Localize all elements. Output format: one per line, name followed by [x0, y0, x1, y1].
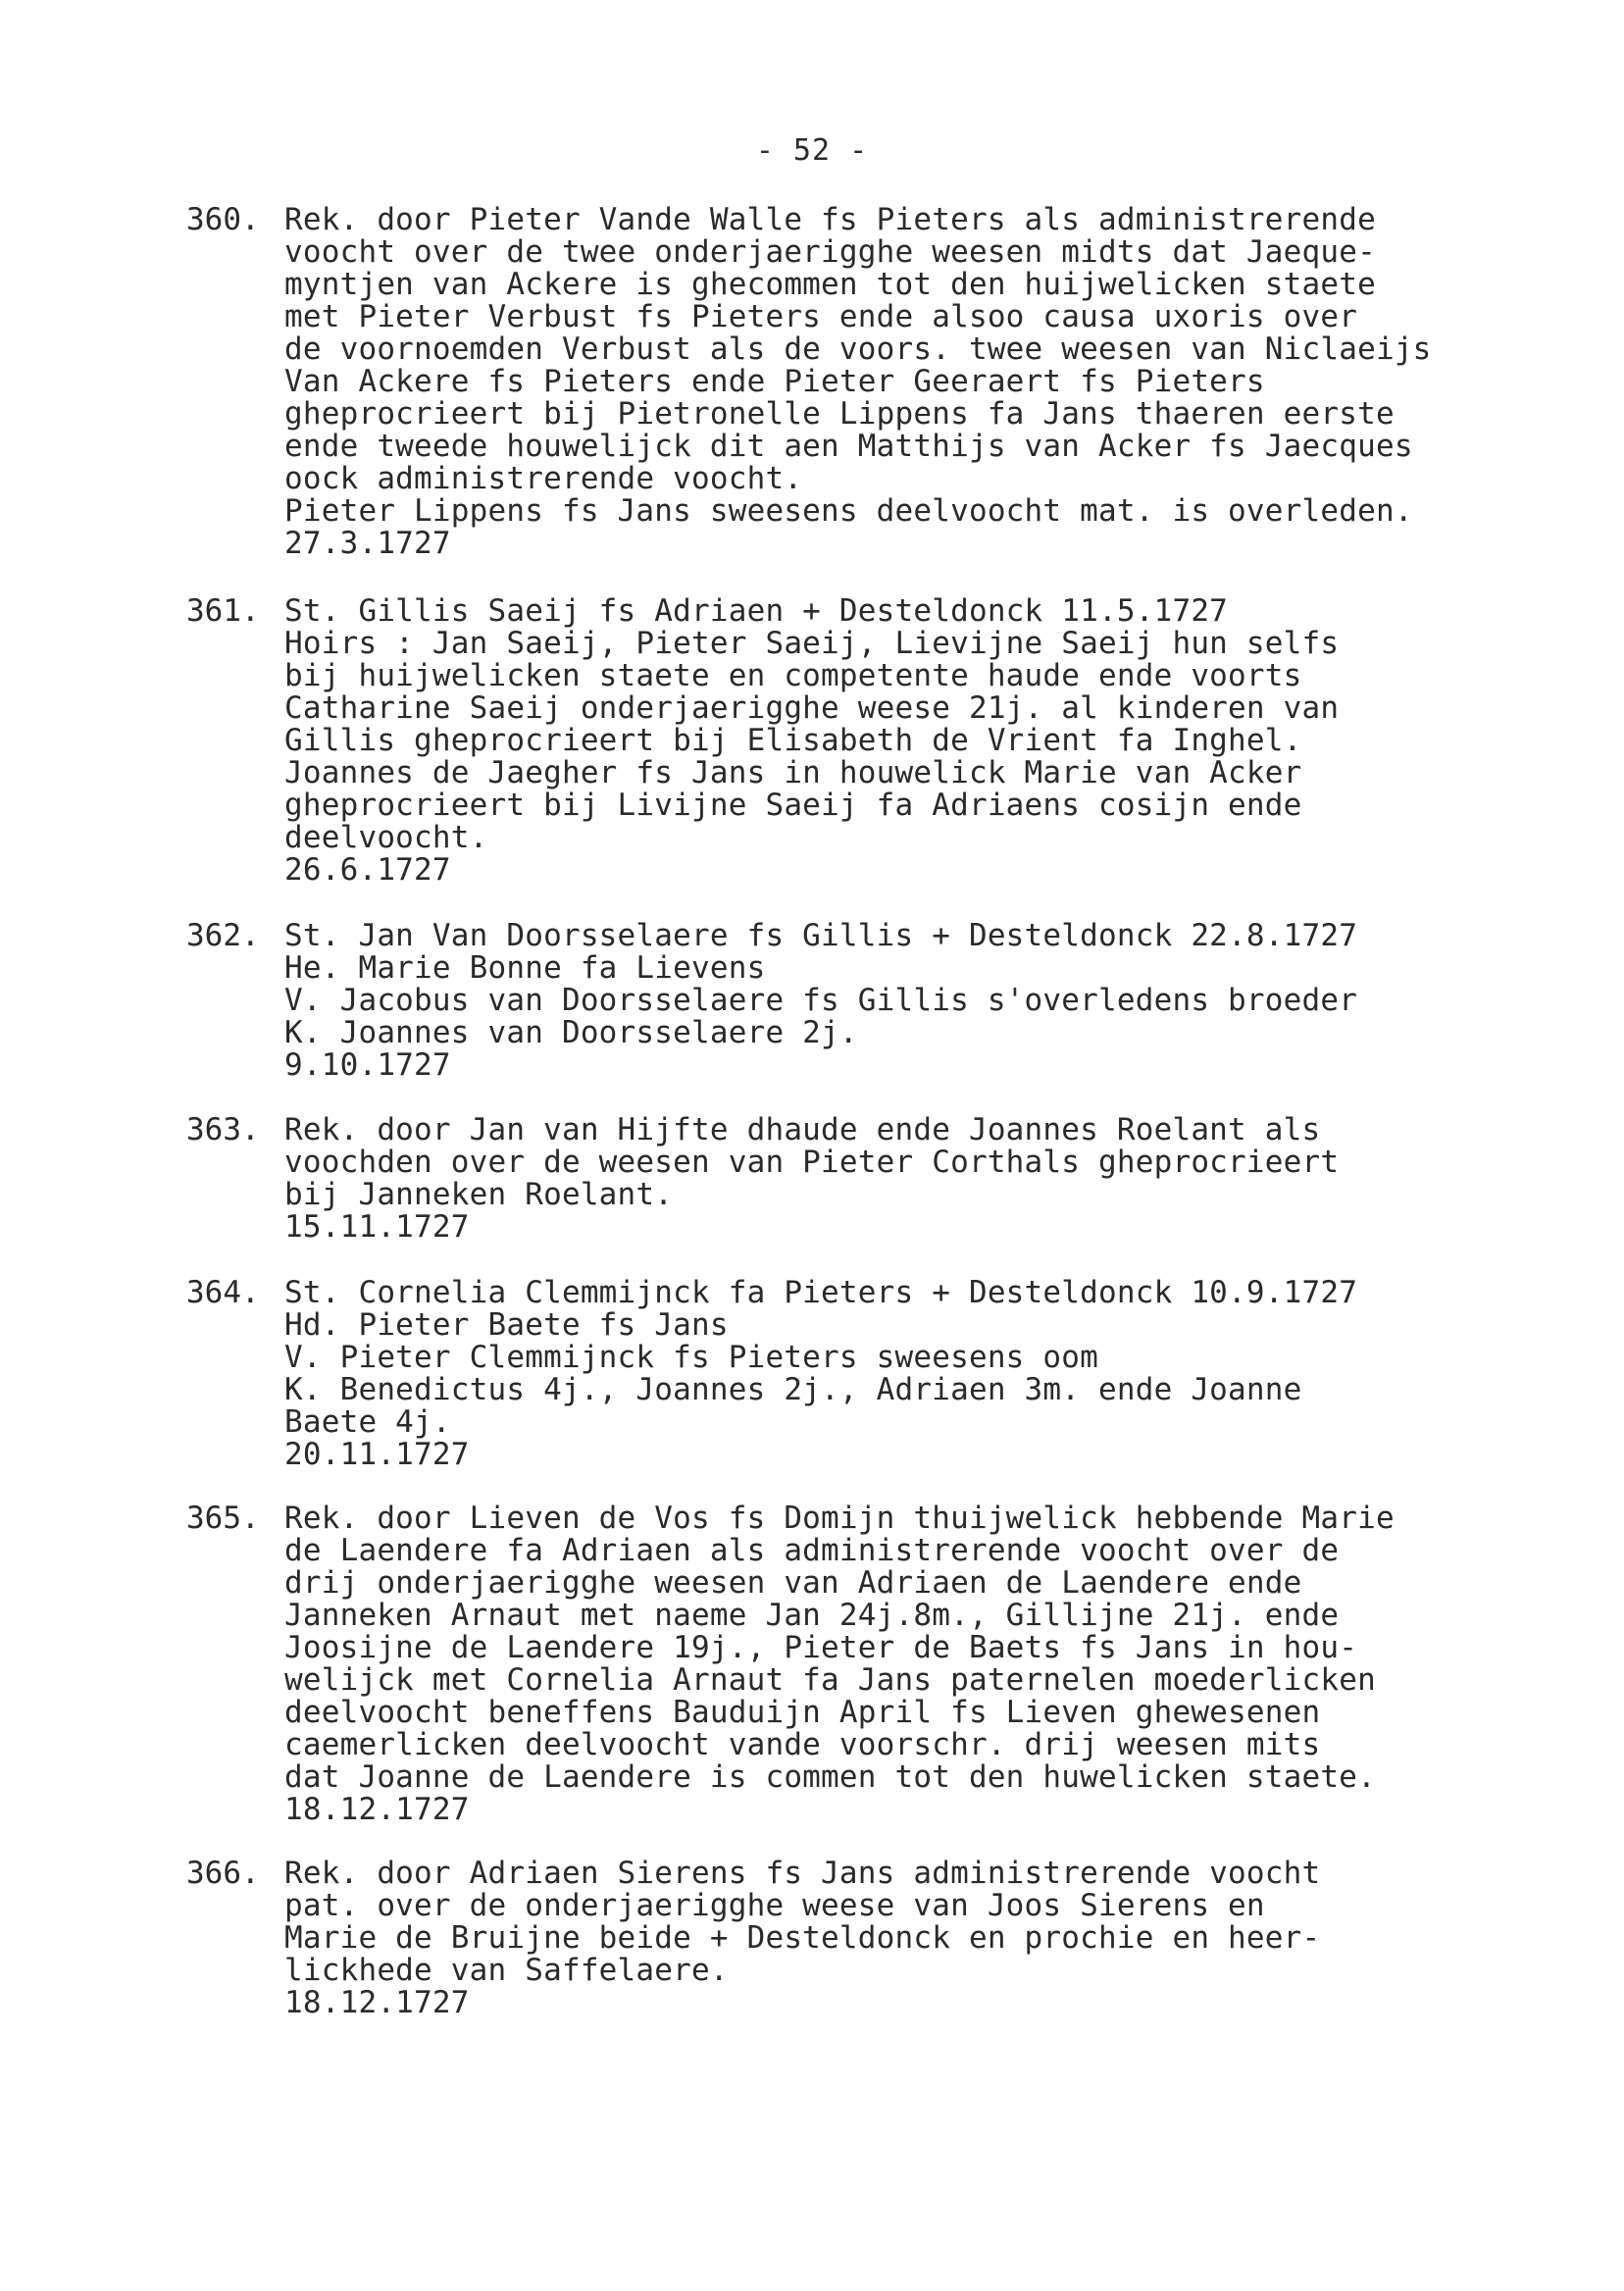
entry-number: 363.: [186, 1112, 260, 1147]
entry-line: myntjen van Ackere is ghecommen tot den huijwelicken staete: [284, 267, 1376, 302]
entry-line: voocht over de twee onderjaerigghe weesen midts dat Jaeque-: [284, 234, 1376, 270]
entry-line: V. Jacobus van Doorsselaere fs Gillis s'overledens broeder: [284, 983, 1358, 1018]
entry-number: 366.: [186, 1856, 260, 1891]
entry-line: Rek. door Pieter Vande Walle fs Pieters als administrerende: [284, 202, 1376, 237]
entry-line: Van Ackere fs Pieters ende Pieter Geeraert fs Pieters: [284, 364, 1265, 399]
entry-date: 27.3.1727: [284, 526, 451, 561]
entry-line: gheprocrieert bij Pietronelle Lippens fa Jans thaeren eerste: [284, 396, 1395, 432]
entry-number: 360.: [186, 202, 260, 237]
entry-line: bij Janneken Roelant.: [284, 1177, 674, 1212]
entry-text: [284, 1114, 1339, 1244]
entry-number: 361.: [186, 593, 260, 629]
entry-line: Hoirs : Jan Saeij, Pieter Saeij, Lievijne Saeij hun selfs: [284, 626, 1340, 661]
entry-date: 18.12.1727: [284, 1985, 470, 2020]
entry-line: K. Joannes van Doorsselaere 2j.: [284, 1015, 858, 1050]
entry-line: Catharine Saeij onderjaerigghe weese 21j. al kinderen van: [284, 690, 1340, 726]
entry-line: He. Marie Bonne fa Lievens: [284, 950, 766, 986]
entry-line: met Pieter Verbust fs Pieters ende alsoo causa uxoris over: [284, 299, 1358, 334]
entry-line: gheprocrieert bij Livijne Saeij fa Adriaens cosijn ende: [284, 788, 1302, 823]
entry-line: dat Joanne de Laendere is commen tot den huwelicken staete.: [284, 1759, 1376, 1795]
entry-line: ende tweede houwelijck dit aen Matthijs van Acker fs Jaecques: [284, 429, 1413, 464]
entry-text: [284, 595, 1339, 887]
entry-line: St. Jan Van Doorsselaere fs Gillis + Desteldonck 22.8.1727: [284, 918, 1358, 953]
entry-line: welijck met Cornelia Arnaut fa Jans paternelen moederlicken: [284, 1662, 1376, 1698]
page-number: - 52 -: [755, 133, 869, 168]
entry-line: Janneken Arnaut met naeme Jan 24j.8m., Gillijne 21j. ende: [284, 1598, 1340, 1633]
entry-line: V. Pieter Clemmijnck fs Pieters sweesens oom: [284, 1340, 1098, 1375]
entry-line: Hd. Pieter Baete fs Jans: [284, 1307, 729, 1343]
entry-number: 362.: [186, 918, 260, 953]
entry-text: [284, 1502, 1395, 1826]
entry-line: lickhede van Saffelaere.: [284, 1953, 729, 1988]
entry-line: de Laendere fa Adriaen als administrerende voocht over de: [284, 1533, 1340, 1568]
entry-date: 20.11.1727: [284, 1437, 470, 1472]
entry-line: drij onderjaerigghe weesen van Adriaen de Laendere ende: [284, 1565, 1302, 1601]
entry-line: deelvoocht beneffens Bauduijn April fs Lieven ghewesenen: [284, 1695, 1321, 1730]
entry-text: [284, 1858, 1320, 2019]
entry-line: Joosijne de Laendere 19j., Pieter de Baets fs Jans in hou-: [284, 1630, 1358, 1665]
entry-line: K. Benedictus 4j., Joannes 2j., Adriaen 3m. ende Joanne: [284, 1372, 1302, 1407]
entry-date: 15.11.1727: [284, 1209, 470, 1245]
entry-date: 26.6.1727: [284, 852, 451, 888]
entry-line: St. Cornelia Clemmijnck fa Pieters + Desteldonck 10.9.1727: [284, 1275, 1358, 1310]
entry-number: 364.: [186, 1275, 260, 1310]
entry-line: bij huijwelicken staete en competente haude ende voorts: [284, 658, 1302, 693]
entry-text: [284, 920, 1357, 1082]
entry-line: Gillis gheprocrieert bij Elisabeth de Vrient fa Inghel.: [284, 723, 1302, 758]
entry-line: oock administrerende voocht.: [284, 461, 803, 496]
entry-line: voochden over de weesen van Pieter Corthals gheprocrieert: [284, 1145, 1340, 1180]
entry-line: Rek. door Lieven de Vos fs Domijn thuijwelick hebbende Marie: [284, 1501, 1395, 1536]
entry-line: deelvoocht.: [284, 820, 488, 855]
entry-line: Rek. door Jan van Hijfte dhaude ende Joannes Roelant als: [284, 1112, 1321, 1147]
entry-line: Joannes de Jaegher fs Jans in houwelick Marie van Acker: [284, 755, 1302, 790]
entry-line: Marie de Bruijne beide + Desteldonck en prochie en heer-: [284, 1920, 1321, 1956]
entry-line: Baete 4j.: [284, 1404, 451, 1440]
entry-line: Pieter Lippens fs Jans sweesens deelvoocht mat. is overleden.: [284, 493, 1413, 529]
entry-line: de voornoemden Verbust als de voors. twee weesen van Niclaeijs: [284, 331, 1432, 367]
entry-line: pat. over de onderjaerigghe weese van Joos Sierens en: [284, 1888, 1265, 1923]
entry-line: Rek. door Adriaen Sierens fs Jans administrerende voocht: [284, 1856, 1321, 1891]
entry-line: caemerlicken deelvoocht vande voorschr. drij weesen mits: [284, 1727, 1321, 1762]
entry-date: 18.12.1727: [284, 1792, 470, 1827]
entry-text: [284, 1277, 1357, 1471]
entry-date: 9.10.1727: [284, 1047, 451, 1083]
entry-line: St. Gillis Saeij fs Adriaen + Desteldonck 11.5.1727: [284, 593, 1229, 629]
entry-text: [284, 204, 1432, 560]
entry-number: 365.: [186, 1501, 260, 1536]
